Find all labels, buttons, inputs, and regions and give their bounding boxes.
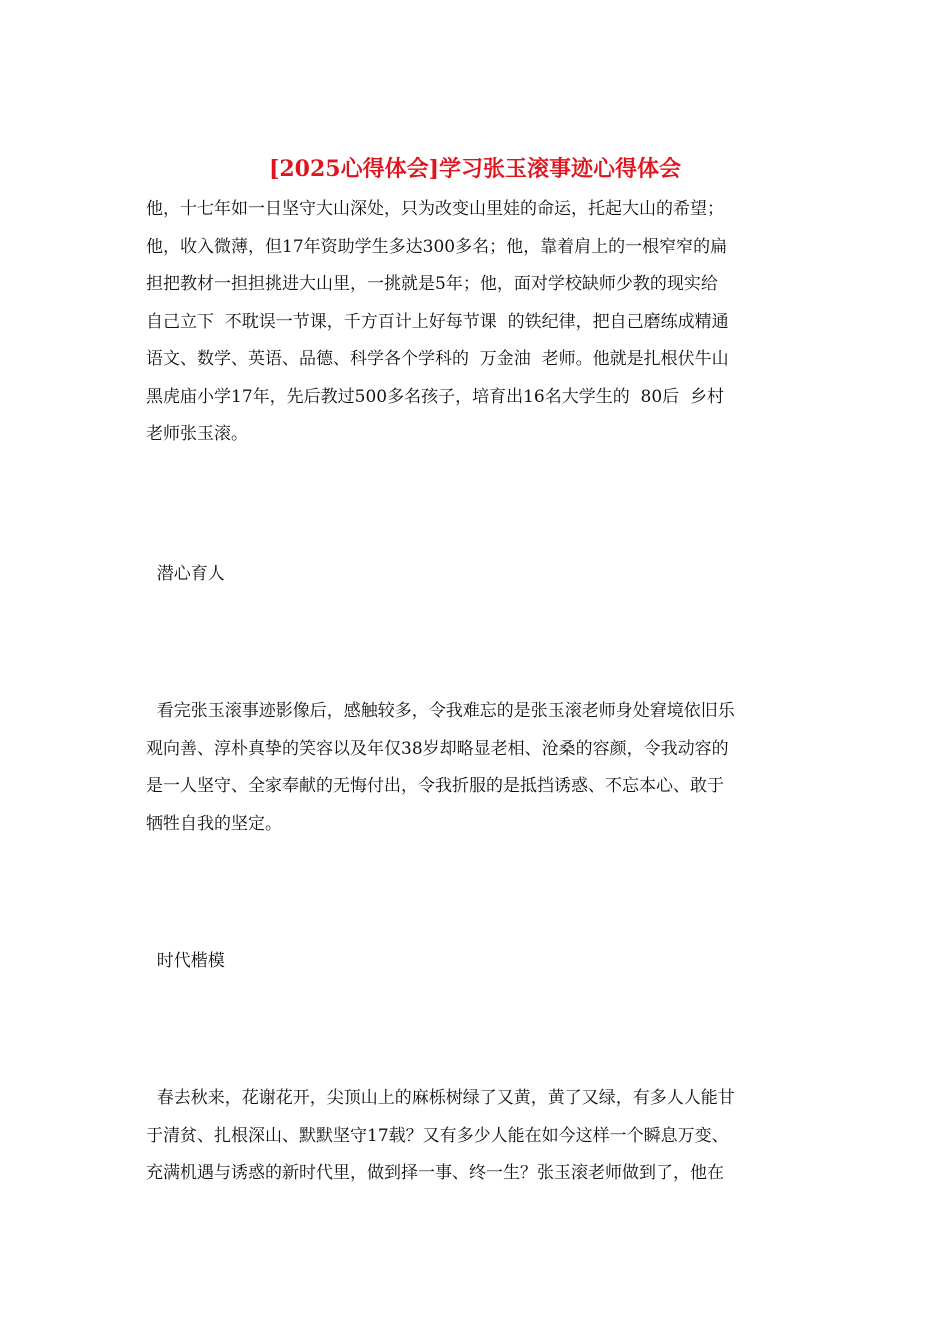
section2-paragraph bbox=[146, 1080, 806, 1193]
paragraph-line: 充满机遇与诱惑的新时代里，做到择一事、终一生？张玉滚老师做到了，他在 bbox=[146, 1163, 724, 1183]
paragraph-line: 观向善、淳朴真挚的笑容以及年仅38岁却略显老相、沧桑的容颜，令我动容的 bbox=[146, 738, 729, 759]
paragraph-line: 于清贫、扎根深山、默默坚守17载？又有多少人能在如今这样一个瞬息万变、 bbox=[146, 1125, 729, 1146]
section-heading-text: 时代楷模 bbox=[146, 951, 225, 971]
paragraph-line: 他，收入微薄，但17年资助学生多达300多名；他，靠着肩上的一根窄窄的扁 bbox=[146, 236, 728, 257]
paragraph-line: 老师张玉滚。 bbox=[146, 424, 248, 444]
paragraph-line: 是一人坚守、全家奉献的无悔付出，令我折服的是抵挡诱惑、不忘本心、敢于 bbox=[146, 776, 724, 796]
paragraph-line: 春去秋来，花谢花开，尖顶山上的麻栎树绿了又黄，黄了又绿，有多人人能甘 bbox=[146, 1088, 735, 1108]
section-heading-qianxin bbox=[146, 556, 806, 594]
paragraph-line: 看完张玉滚事迹影像后，感触较多，令我难忘的是张玉滚老师身处窘境依旧乐 bbox=[146, 701, 735, 721]
paragraph-line: 他，十七年如一日坚守大山深处，只为改变山里娃的命运，托起大山的希望； bbox=[146, 199, 724, 219]
section-heading-shidai bbox=[146, 943, 806, 981]
paragraph-line: 自己立下 不耽误一节课，千方百计上好每节课 的铁纪律，把自己磨练成精通 bbox=[146, 311, 729, 332]
section-heading-text: 潜心育人 bbox=[146, 564, 225, 584]
paragraph-line: 语文、数学、英语、品德、科学各个学科的 万金油 老师。他就是扎根伏牛山 bbox=[146, 349, 729, 369]
section1-paragraph bbox=[146, 693, 806, 843]
paragraph-line: 担把教材一担担挑进大山里，一挑就是5年；他，面对学校缺师少教的现实给 bbox=[146, 274, 718, 294]
paragraph-line: 黑虎庙小学17年，先后教过500多名孩子，培育出16名大学生的 80后 乡村 bbox=[146, 386, 724, 407]
intro-paragraph bbox=[146, 191, 806, 454]
paragraph-line: 牺牲自我的坚定。 bbox=[146, 813, 282, 834]
document-title: [2025心得体会]学习张玉滚事迹心得体会 bbox=[268, 156, 682, 182]
